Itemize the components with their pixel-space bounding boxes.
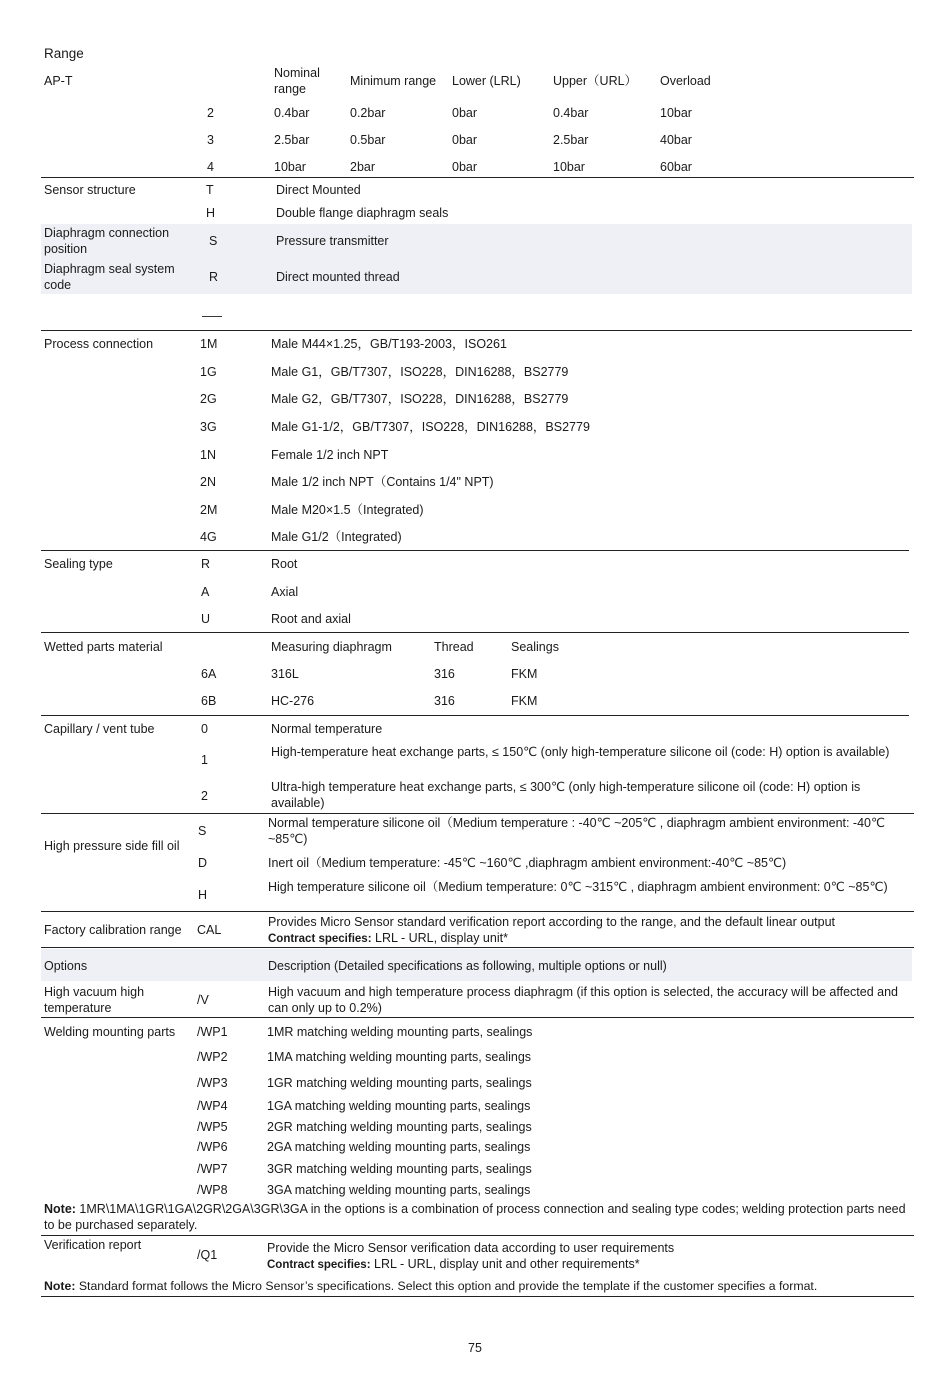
note-format-label: Note: — [44, 1279, 76, 1293]
capillary-code: 0 — [201, 722, 208, 736]
wetted-header-diaphragm: Measuring diaphragm — [271, 640, 392, 654]
sealing-code: U — [201, 612, 211, 626]
welding-code: /WP4 — [197, 1099, 228, 1113]
sensor-structure-desc: Direct Mounted — [276, 183, 361, 197]
welding-label: Welding mounting parts — [44, 1025, 176, 1039]
divider — [41, 1235, 914, 1236]
range-cell: 0.4bar — [553, 106, 589, 120]
capillary-label: Capillary / vent tube — [44, 722, 155, 736]
wetted-cell: HC-276 — [271, 694, 315, 708]
verification-spec — [267, 1256, 640, 1273]
note-welding-text: 1MR\1MA\1GR\1GA\2GR\2GA\3GR\3GA in the options is a combination of process connection and sealing type codes; welding protection parts need to be purchased separately. — [44, 1202, 906, 1232]
fill-oil-code: D — [198, 856, 208, 870]
verification-code: /Q1 — [197, 1248, 218, 1262]
range-cell: 10bar — [274, 160, 306, 174]
options-desc: Description (Detailed specifications as following, multiple options or null) — [268, 959, 667, 973]
divider — [41, 177, 914, 178]
welding-desc: 3GR matching welding mounting parts, sealings — [267, 1162, 532, 1176]
process-code: 2G — [200, 392, 217, 406]
fill-oil-code: S — [198, 824, 207, 838]
calibration-code: CAL — [197, 923, 222, 937]
range-header-minimum: Minimum range — [350, 74, 437, 88]
capillary-desc: Normal temperature — [271, 722, 383, 736]
welding-code: /WP7 — [197, 1162, 228, 1176]
range-cell: 10bar — [553, 160, 585, 174]
wetted-header-sealings: Sealings — [511, 640, 559, 654]
process-desc: Male M44×1.25，GB/T193-2003，ISO261 — [271, 337, 507, 351]
range-cell: 0bar — [452, 133, 478, 147]
welding-desc: 1GR matching welding mounting parts, sealings — [267, 1076, 532, 1090]
range-cell: 2bar — [350, 160, 376, 174]
process-desc: Male G1，GB/T7307，ISO228，DIN16288，BS2779 — [271, 365, 569, 379]
capillary-desc: Ultra-high temperature heat exchange parts, ≤ 300℃ (only high-temperature silicone oil (code: H) option is available) — [271, 780, 861, 810]
wetted-cell: FKM — [511, 667, 538, 681]
capillary-code: 1 — [201, 753, 208, 767]
range-row-code: 3 — [207, 133, 214, 147]
process-connection-label: Process connection — [44, 337, 154, 351]
calibration-desc: Provides Micro Sensor standard verification report according to the range, and the default linear output — [268, 915, 835, 929]
sensor-structure-code: H — [206, 206, 216, 220]
vacuum-desc: High vacuum and high temperature process diaphragm (if this option is selected, the accuracy will be affected and can only up to 0.2%) — [268, 985, 898, 1015]
wetted-cell: FKM — [511, 694, 538, 708]
process-code: 2M — [200, 503, 218, 517]
sealing-desc: Root — [271, 557, 298, 571]
process-desc: Male G1/2（Integrated) — [271, 530, 402, 544]
welding-code: /WP3 — [197, 1076, 228, 1090]
range-cell: 0bar — [452, 106, 478, 120]
range-header-upper: Upper（URL） — [553, 74, 638, 88]
range-row-code: 2 — [207, 106, 214, 120]
process-desc: Male G1-1/2，GB/T7307，ISO228，DIN16288，BS2779 — [271, 420, 590, 434]
range-model: AP-T — [44, 74, 73, 88]
process-desc: Male 1/2 inch NPT（Contains 1/4" NPT) — [271, 475, 494, 489]
sealing-desc: Axial — [271, 585, 299, 599]
divider — [41, 1017, 914, 1018]
fill-oil-label: High pressure side fill oil — [44, 839, 180, 853]
separator-dash: — — [202, 309, 222, 323]
range-cell: 10bar — [660, 106, 692, 120]
divider — [41, 911, 914, 912]
range-cell: 40bar — [660, 133, 692, 147]
verification-label: Verification report — [44, 1238, 142, 1252]
calibration-spec-label: Contract specifies: — [268, 933, 372, 945]
range-cell: 0.5bar — [350, 133, 386, 147]
wetted-cell: 316L — [271, 667, 299, 681]
welding-code: /WP8 — [197, 1183, 228, 1197]
fill-oil-desc: Normal temperature silicone oil（Medium temperature : -40℃ ~205℃ , diaphragm ambient environment: -40℃ ~85℃) — [268, 816, 886, 846]
range-cell: 2.5bar — [274, 133, 310, 147]
range-cell: 0.2bar — [350, 106, 386, 120]
sealing-code: R — [201, 557, 211, 571]
capillary-code: 2 — [201, 789, 208, 803]
page-number: 75 — [468, 1341, 482, 1355]
verification-desc: Provide the Micro Sensor verification data according to user requirements — [267, 1241, 675, 1255]
calibration-spec-text: LRL - URL, display unit* — [371, 931, 508, 945]
range-title: Range — [44, 46, 84, 61]
divider — [41, 813, 914, 814]
note-format — [44, 1278, 817, 1294]
vacuum-code: /V — [197, 993, 209, 1007]
wetted-header-thread: Thread — [434, 640, 474, 654]
range-header-nominal: Nominal range — [274, 66, 320, 96]
range-cell: 0.4bar — [274, 106, 310, 120]
divider — [41, 550, 909, 551]
divider — [41, 947, 914, 948]
welding-code: /WP5 — [197, 1120, 228, 1134]
range-cell: 0bar — [452, 160, 478, 174]
range-cell: 60bar — [660, 160, 692, 174]
diaphragm-connection-desc: Pressure transmitter — [276, 234, 389, 248]
range-header-overload: Overload — [660, 74, 711, 88]
divider — [41, 632, 909, 633]
fill-oil-code: H — [198, 888, 208, 902]
fill-oil-desc: High temperature silicone oil（Medium temperature: 0℃ ~315℃ , diaphragm ambient environment: 0℃ ~85℃) — [268, 880, 888, 894]
wetted-code: 6B — [201, 694, 217, 708]
wetted-parts-label: Wetted parts material — [44, 640, 163, 654]
process-desc: Male G2，GB/T7307，ISO228，DIN16288，BS2779 — [271, 392, 569, 406]
welding-desc: 1MA matching welding mounting parts, sealings — [267, 1050, 532, 1064]
verification-spec-label: Contract specifies: — [267, 1259, 371, 1271]
welding-code: /WP6 — [197, 1140, 228, 1154]
welding-desc: 1GA matching welding mounting parts, sealings — [267, 1099, 531, 1113]
process-desc: Male M20×1.5（Integrated) — [271, 503, 424, 517]
welding-desc: 3GA matching welding mounting parts, sealings — [267, 1183, 531, 1197]
calibration-label: Factory calibration range — [44, 923, 182, 937]
welding-desc: 2GA matching welding mounting parts, sealings — [267, 1140, 531, 1154]
capillary-desc: High-temperature heat exchange parts, ≤ 150℃ (only high-temperature silicone oil (code: H) option is available) — [271, 745, 890, 759]
wetted-cell: 316 — [434, 667, 455, 681]
sensor-structure-label: Sensor structure — [44, 183, 136, 197]
wetted-cell: 316 — [434, 694, 455, 708]
verification-spec-text: LRL - URL, display unit and other requirements* — [370, 1257, 640, 1271]
fill-oil-desc: Inert oil（Medium temperature: -45℃ ~160℃ ,diaphragm ambient environment:-40℃ ~85℃) — [268, 856, 787, 870]
wetted-code: 6A — [201, 667, 217, 681]
options-label: Options — [44, 959, 88, 973]
divider — [41, 330, 912, 331]
process-code: 1N — [200, 448, 216, 462]
note-format-text: Standard format follows the Micro Sensor’s specifications. Select this option and provide the template if the customer specifies a format. — [75, 1279, 818, 1293]
process-code: 4G — [200, 530, 217, 544]
divider — [41, 1296, 914, 1297]
sensor-structure-desc: Double flange diaphragm seals — [276, 206, 449, 220]
sealing-type-label: Sealing type — [44, 557, 113, 571]
welding-desc: 1MR matching welding mounting parts, sealings — [267, 1025, 533, 1039]
calibration-spec — [268, 930, 508, 947]
process-code: 1M — [200, 337, 218, 351]
note-welding — [44, 1201, 914, 1233]
welding-desc: 2GR matching welding mounting parts, sealings — [267, 1120, 532, 1134]
diaphragm-seal-code: R — [209, 270, 219, 284]
process-code: 2N — [200, 475, 216, 489]
vacuum-label: High vacuum high temperature — [44, 985, 145, 1015]
welding-code: /WP1 — [197, 1025, 228, 1039]
range-row-code: 4 — [207, 160, 214, 174]
process-desc: Female 1/2 inch NPT — [271, 448, 389, 462]
sealing-code: A — [201, 585, 210, 599]
process-code: 1G — [200, 365, 217, 379]
welding-code: /WP2 — [197, 1050, 228, 1064]
sensor-structure-code: T — [206, 183, 214, 197]
range-cell: 2.5bar — [553, 133, 589, 147]
diaphragm-seal-label: Diaphragm seal system code — [44, 262, 175, 292]
diaphragm-seal-desc: Direct mounted thread — [276, 270, 400, 284]
divider — [41, 715, 909, 716]
process-code: 3G — [200, 420, 217, 434]
sealing-desc: Root and axial — [271, 612, 351, 626]
diaphragm-connection-code: S — [209, 234, 218, 248]
range-header-lower: Lower (LRL) — [452, 74, 521, 88]
diaphragm-connection-label: Diaphragm connection position — [44, 226, 170, 256]
note-welding-label: Note: — [44, 1202, 76, 1216]
